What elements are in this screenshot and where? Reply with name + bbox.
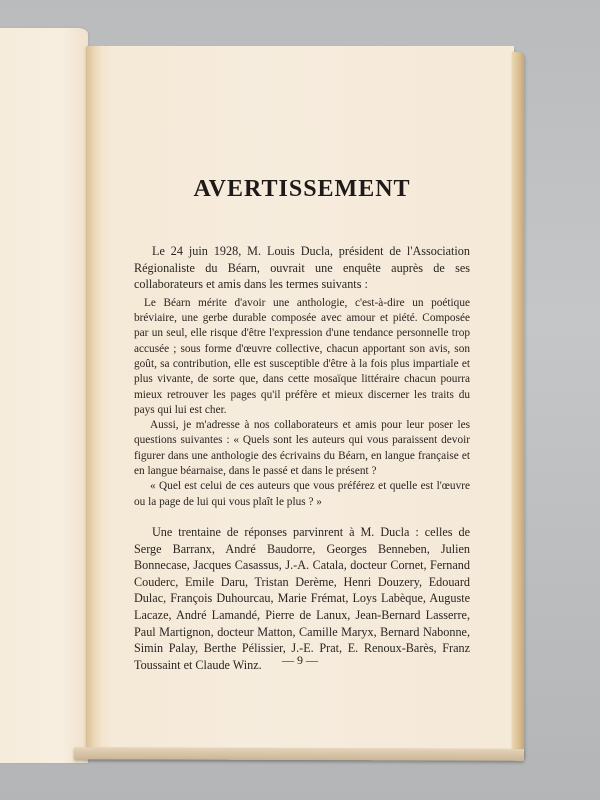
quote-paragraph: Aussi, je m'adresse à nos collaborateurs et amis pour leur poser les questions suivantes : « Quels sont les auteurs qui vous paraissent devoir figurer dans une anthologie des écrivains du Béarn, en langue française et en langue béarnaise, dans le passé et dans le présent ? (134, 419, 470, 478)
page-content (134, 176, 470, 673)
page-number: — 9 — (282, 653, 318, 667)
quote-paragraph: « Quel est celui de ces auteurs que vous préférez et quelle est l'œuvre ou la page de lui qui vous plaît le plus ? » (134, 480, 470, 508)
book-gutter (86, 46, 104, 758)
intro-paragraph: Le 24 juin 1928, M. Louis Ducla, président de l'Association Régionaliste du Béarn, ouvrait une enquête auprès de ses collaborateurs et amis dans les termes suivants : (134, 244, 470, 292)
quoted-letter (134, 296, 470, 510)
page-edge-bottom (74, 747, 524, 761)
responses-paragraph: Une trentaine de réponses parvinrent à M. Ducla : celles de Serge Barranx, André Baudorre, Georges Benneben, Julien Bonnecase, Jacques Casassus, J.-A. Catala, docteur Cornet, Fernand Couderc, Emile Daru, Tristan Derème, Henri Douzery, Edouard Dulac, François Duhourcau, Marie Frémat, Loys Labèque, Auguste Lacaze, André Lamandé, Pierre de Lanux, Jean-Bernard Lasserre, Paul Martignon, docteur Matton, Camille Maryx, Bernard Nabonne, Simin Palay, Berthe Pélissier, J.-E. Prat, E. Renoux-Barès, Franz Toussaint et Claude Winz. (134, 524, 470, 672)
quote-paragraph: Le Béarn mérite d'avoir une anthologie, c'est-à-dire un poétique bréviaire, une gerbe durable composée avec amour et piété. Composée par un seul, elle risque d'être l'expression d'une tendance personnelle trop accusée ; sous forme d'œuvre collective, chacun apportant son avis, son goût, sa contribution, elle est susceptible d'être à la fois plus impartiale et plus vivante, de sorte que, dans cette mosaïque littéraire chacun pourra mieux retrouver les pages qu'il préfère et mieux discerner les traits du pays qui lui est cher. (134, 296, 470, 416)
page-title: AVERTISSEMENT (193, 176, 411, 202)
